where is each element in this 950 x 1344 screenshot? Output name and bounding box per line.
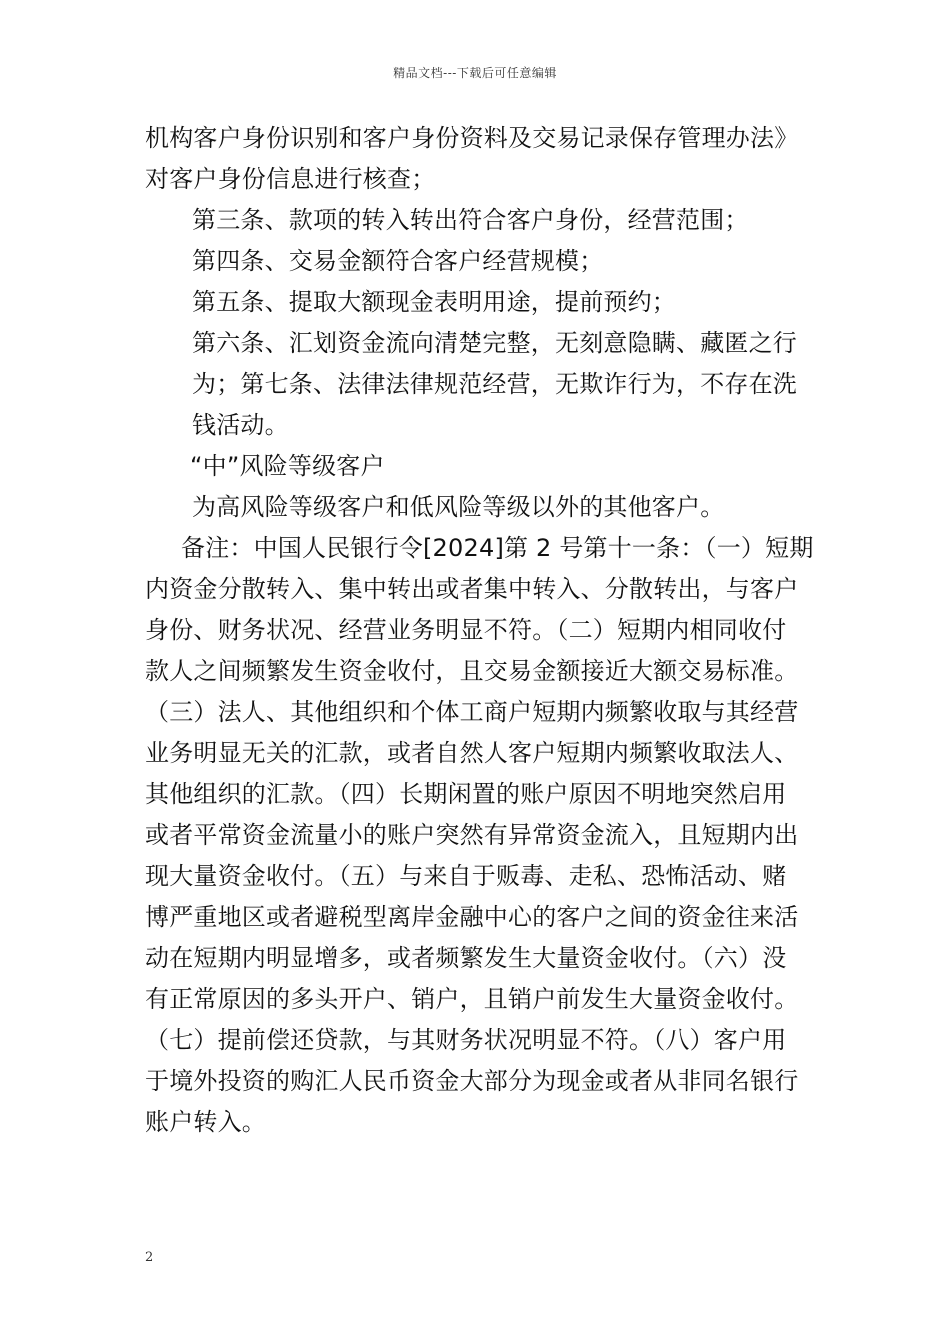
note-line: 备注：中国人民银行令[2024]第 2 号第十一条：（一）短期 [181, 534, 814, 562]
note-line: 现大量资金收付。（五）与来自于贩毒、走私、恐怖活动、赌 [145, 862, 787, 890]
article-3-line: 第三条、款项的转入转出符合客户身份，经营范围； [192, 206, 749, 234]
note-line: 有正常原因的多头开户、销户，且销户前发生大量资金收付。 [145, 985, 799, 1013]
note-line: 于境外投资的购汇人民币资金大部分为现金或者从非同名银行 [145, 1067, 799, 1095]
note-line: （三）法人、其他组织和个体工商户短期内频繁收取与其经营 [145, 698, 799, 726]
article-4-line: 第四条、交易金额符合客户经营规模； [192, 247, 604, 275]
body-line: 机构客户身份识别和客户身份资料及交易记录保存管理办法》 [145, 124, 799, 152]
section-heading: “中”风险等级客户 [190, 452, 385, 480]
body-line: 为高风险等级客户和低风险等级以外的其他客户。 [192, 493, 725, 521]
document-body [145, 118, 814, 1143]
note-line: 博严重地区或者避税型离岸金融中心的客户之间的资金往来活 [145, 903, 799, 931]
article-7-line: 为；第七条、法律法律规范经营，无欺诈行为，不存在洗 [192, 370, 797, 398]
note-line: 其他组织的汇款。（四）长期闲置的账户原因不明地突然启用 [145, 780, 787, 808]
article-5-line: 第五条、提取大额现金表明用途，提前预约； [192, 288, 676, 316]
note-line: 或者平常资金流量小的账户突然有异常资金流入，且短期内出 [145, 821, 799, 849]
note-line: 动在短期内明显增多，或者频繁发生大量资金收付。（六）没 [145, 944, 787, 972]
note-line: 身份、财务状况、经营业务明显不符。（二）短期内相同收付 [145, 616, 787, 644]
note-line: 账户转入。 [145, 1108, 266, 1136]
note-line: 内资金分散转入、集中转出或者集中转入、分散转出，与客户 [145, 575, 799, 603]
body-line: 对客户身份信息进行核查； [145, 165, 436, 193]
note-line: 款人之间频繁发生资金收付，且交易金额接近大额交易标准。 [145, 657, 799, 685]
page-header: 精品文档---下载后可任意编辑 [393, 66, 557, 80]
page-number: 2 [145, 1250, 154, 1265]
note-line: 业务明显无关的汇款，或者自然人客户短期内频繁收取法人、 [145, 739, 799, 767]
article-6-line: 第六条、汇划资金流向清楚完整，无刻意隐瞒、藏匿之行 [192, 329, 797, 357]
note-line: （七）提前偿还贷款，与其财务状况明显不符。（八）客户用 [145, 1026, 787, 1054]
body-line: 钱活动。 [192, 411, 289, 439]
